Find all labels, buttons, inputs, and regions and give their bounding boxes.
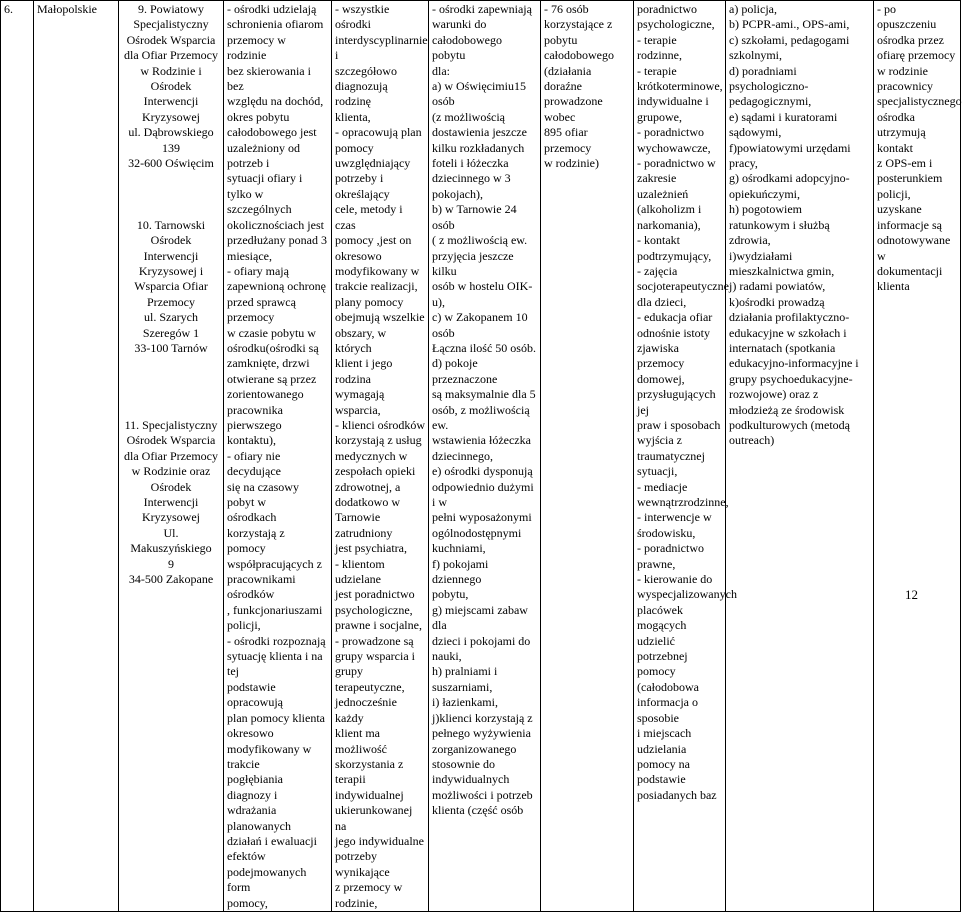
- admission-rules-cell: - ośrodki udzielają schronienia ofiarom przemocy w rodzinie bez skierowania i bez względu na dochód, okres pobytu całodobowego jest uzależniony od potrzeb i sytuacji ofiary i tylko w szczególnych okolicznościach jest przedłużany ponad 3 miesiące, - ofiary mają zapewnioną ochronę przed sprawcą przemocy w czasie pobytu w ośrodku(ośrodki są zamknięte, drzwi otwierane są przez zorientowanego pracownika pierwszego kontaktu), - ofiary nie decydujące się na czasowy pobyt w ośrodkach korzystają z pomocy współpracujących z pracownikami ośrodków , funkcjonariuszami policji, - ośrodki rozpoznają sytuację klienta i na tej podstawie opracowują plan pomocy klienta okresowo modyfikowany w trakcie pogłębiania diagnozy i wdrażania planowanych działań i ewaluacji efektów podejmowanych form pomocy,: [224, 1, 332, 912]
- capacity-cell: - 76 osób korzystające z pobytu całodobowego (działania doraźne prowadzone wobec 895 ofiar przemocy w rodzinie): [541, 1, 634, 912]
- row-number-cell: 6.: [1, 1, 34, 912]
- facilities-cell: - ośrodki zapewniają warunki do całodobowego pobytu dla: a) w Oświęcimiu15 osób (z możliwością dostawienia jeszcze kilku rozkładanych foteli i łóżeczka dziecinnego w 3 pokojach), b) w Tarnowie 24 osób ( z możliwością ew. przyjęcia jeszcze kilku osób w hostelu OIK-u), c) w Zakopanem 10 osób Łączna ilość 50 osób. d) pokoje przeznaczone są maksymalnie dla 5 osób, z możliwością ew. wstawienia łóżeczka dziecinnego, e) ośrodki dysponują odpowiednio dużymi i w pełni wyposażonymi ogólnodostępnymi kuchniami, f) pokojami dziennego pobytu, g) miejscami zabaw dla dzieci i pokojami do nauki, h) pralniami i suszarniami, i) łazienkami, j)klienci korzystają z pełnego wyżywienia zorganizowanego stosownie do indywidualnych możliwości i potrzeb klienta (część osób: [429, 1, 541, 912]
- notes-cell: - po opuszczeniu ośrodka przez ofiarę przemocy w rodzinie pracownicy specjalistycznego ośrodka utrzymują kontakt z OPS-em i posterunkiem policji, uzyskane informacje są odnotowywane w dokumentacji klienta: [874, 1, 961, 912]
- services-cell: poradnictwo psychologiczne, - terapie rodzinne, - terapie krótkoterminowe, indywidualne i grupowe, - poradnictwo wychowawcze, - poradnictwo w zakresie uzależnień (alkoholizm i narkomania), - kontakt podtrzymujący, - zajęcia socjoterapeutyczne dla dzieci, - edukacja ofiar odnośnie istoty zjawiska przemocy domowej, przysługujących jej praw i sposobach wyjścia z traumatycznej sytuacji, - mediacje wewnątrzrodzinne, - interwencje w środowisku, - poradnictwo prawne, - kierowanie do wyspecjalizowanych placówek mogących udzielić potrzebnej pomocy (całodobowa informacja o sposobie i miejscach udzielania pomocy na podstawie posiadanych baz: [634, 1, 726, 912]
- organizations-cell: 9. Powiatowy Specjalistyczny Ośrodek Wsparcia dla Ofiar Przemocy w Rodzinie i Ośrodek Interwencji Kryzysowej ul. Dąbrowskiego 139 32-600 Oświęcim 10. Tarnowski Ośrodek Interwencji Kryzysowej i Wsparcia Ofiar Przemocy ul. Szarych Szeregów 1 33-100 Tarnów 11. Specjalistyczny Ośrodek Wsparcia dla Ofiar Przemocy w Rodzinie oraz Ośrodek Interwencji Kryzysowej Ul. Makuszyńskiego 9 34-500 Zakopane: [119, 1, 224, 912]
- methods-cell: - wszystkie ośrodki interdyscyplinarnie i szczegółowo diagnozują rodzinę klienta, - opracowują plan pomocy uwzględniający potrzeby i określający cele, metody i czas pomocy ,jest on okresowo modyfikowany w trakcie realizacji, plany pomocy obejmują wszelkie obszary, w których klient i jego rodzina wymagają wsparcia, - klienci ośrodków korzystają z usług medycznych w zespołach opieki zdrowotnej, a dodatkowo w Tarnowie zatrudniony jest psychiatra, - klientom udzielane jest poradnictwo psychologiczne, prawne i socjalne, - prowadzone są grupy wsparcia i grupy terapeutyczne, jednocześnie każdy klient ma możliwość skorzystania z terapii indywidualnej ukierunkowanej na jego indywidualne potrzeby wynikające z przemocy w rodzinie,: [332, 1, 429, 912]
- region-cell: Małopolskie: [34, 1, 119, 912]
- page-number: 12: [905, 587, 918, 602]
- table-row: [1, 1, 961, 912]
- cooperation-cell: a) policja, b) PCPR-ami., OPS-ami, c) szkołami, pedagogami szkolnymi, d) poradniami psychologiczno- pedagogicznymi, e) sądami i kuratorami sądowymi, f)powiatowymi urzędami pracy, g) ośrodkami adopcyjno- opiekuńczymi, h) pogotowiem ratunkowym i służbą zdrowia, i)wydziałami mieszkalnictwa gmin, j) radami powiatów, k)ośrodki prowadzą działania profilaktyczno- edukacyjne w szkołach i internatach (spotkania edukacyjno-informacyjne i grupy psychoedukacyjne- rozwojowe) oraz z młodzieżą ze środowisk podkulturowych (metodą outreach): [726, 1, 874, 912]
